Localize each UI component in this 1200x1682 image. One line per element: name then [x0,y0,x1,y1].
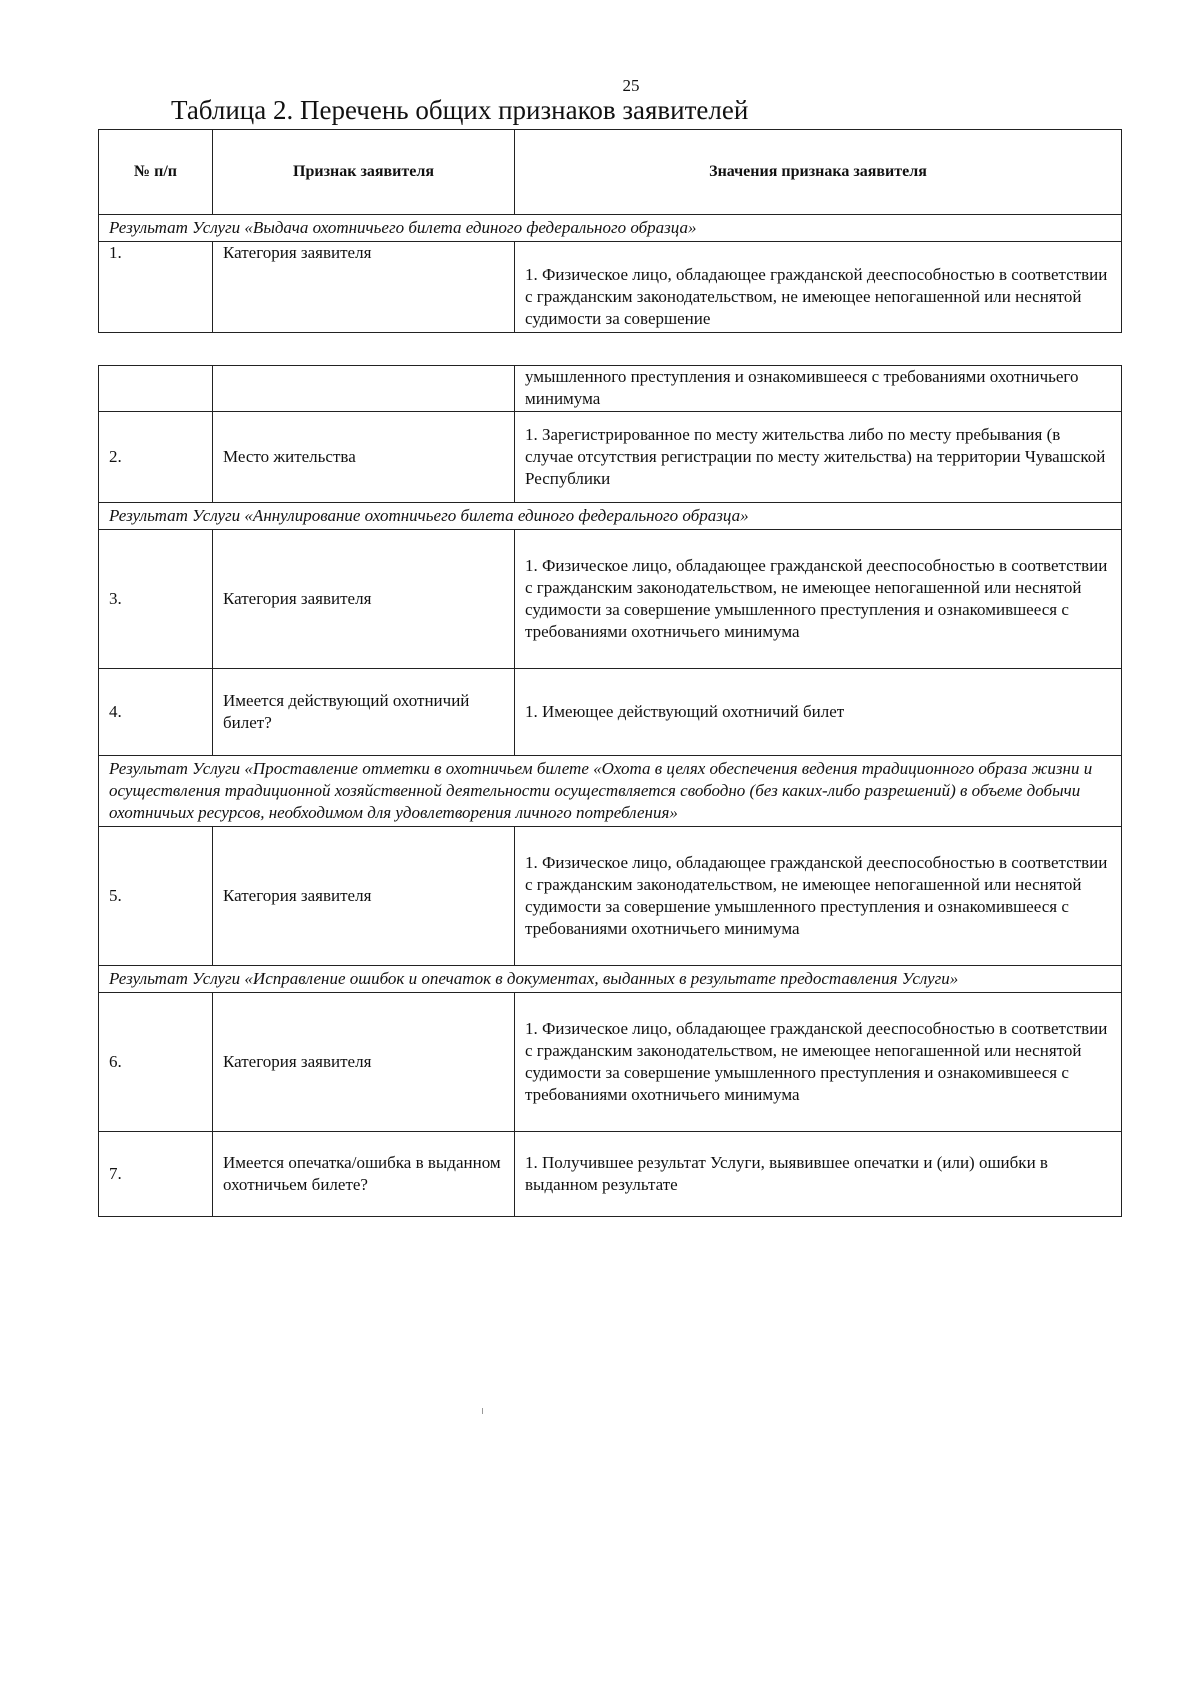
section-title-1: Результат Услуги «Выдача охотничьего билета единого федерального образца» [99,215,1122,242]
row-criterion: Категория заявителя [213,993,515,1132]
section-title-4: Результат Услуги «Исправление ошибок и опечаток в документах, выданных в результате предоставления Услуги» [99,966,1122,993]
table-row [99,366,1122,412]
row-value: 1. Физическое лицо, обладающее гражданской дееспособностью в соответствии с гражданским законодательством, не имеющее непогашенной или неснятой судимости за совершение умышленного преступления и ознакомившееся с требованиями охотничьего минимума [515,993,1122,1132]
row-num: 4. [99,669,213,756]
row-num: 1. [99,242,213,333]
table-row [99,242,1122,333]
section-title-2: Результат Услуги «Аннулирование охотничьего билета единого федерального образца» [99,503,1122,530]
row-num: 5. [99,827,213,966]
row-criterion: Имеется опечатка/ошибка в выданном охотничьем билете? [213,1132,515,1217]
row-num-empty [99,366,213,412]
table-row [99,669,1122,756]
row-value: 1. Зарегистрированное по месту жительства либо по месту пребывания (в случае отсутствия регистрации по месту жительства) на территории Чувашской Республики [515,412,1122,503]
table-row [99,1132,1122,1217]
row-criterion: Место жительства [213,412,515,503]
row-num: 2. [99,412,213,503]
table-row [99,993,1122,1132]
row-value: 1. Физическое лицо, обладающее гражданской дееспособностью в соответствии с гражданским законодательством, не имеющее непогашенной или неснятой судимости за совершение умышленного преступления и ознакомившееся с требованиями охотничьего минимума [515,827,1122,966]
row-num: 7. [99,1132,213,1217]
row-criterion: Категория заявителя [213,242,515,333]
section-row [99,756,1122,827]
table-title: Таблица 2. Перечень общих признаков заявителей [171,95,749,125]
row-value: 1. Физическое лицо, обладающее гражданской дееспособностью в соответствии с гражданским законодательством, не имеющее непогашенной или неснятой судимости за совершение умышленного преступления и ознакомившееся с требованиями охотничьего минимума [515,530,1122,669]
applicant-criteria-table-part-1 [98,129,1122,333]
header-row [99,130,1122,215]
header-criterion: Признак заявителя [213,130,515,215]
row-value: 1. Имеющее действующий охотничий билет [515,669,1122,756]
row-num: 3. [99,530,213,669]
row-value: 1. Физическое лицо, обладающее гражданской дееспособностью в соответствии с гражданским законодательством, не имеющее непогашенной или неснятой судимости за совершение [515,242,1122,333]
row-criterion: Категория заявителя [213,827,515,966]
row-criterion-empty [213,366,515,412]
row-value: 1. Получившее результат Услуги, выявившее опечатки и (или) ошибки в выданном результате [515,1132,1122,1217]
page-number: 25 [622,76,640,95]
header-value: Значения признака заявителя [515,130,1122,215]
row-criterion: Имеется действующий охотничий билет? [213,669,515,756]
applicant-criteria-table-part-2 [98,365,1122,1217]
row-num: 6. [99,993,213,1132]
header-num: № п/п [99,130,213,215]
table-row [99,827,1122,966]
section-row [99,503,1122,530]
row-value-continuation: умышленного преступления и ознакомившееся с требованиями охотничьего минимума [515,366,1122,412]
row-criterion: Категория заявителя [213,530,515,669]
section-row [99,966,1122,993]
table-row [99,412,1122,503]
table-row [99,530,1122,669]
section-row [99,215,1122,242]
scan-artifact [482,1408,483,1414]
section-title-3: Результат Услуги «Проставление отметки в охотничьем билете «Охота в целях обеспечения ведения традиционного образа жизни и осуществления традиционной хозяйственной деятельности осуществляется свободно (без каких-либо разрешений) в объеме добычи охотничьих ресурсов, необходимом для удовлетворения личного потребления» [99,756,1122,827]
